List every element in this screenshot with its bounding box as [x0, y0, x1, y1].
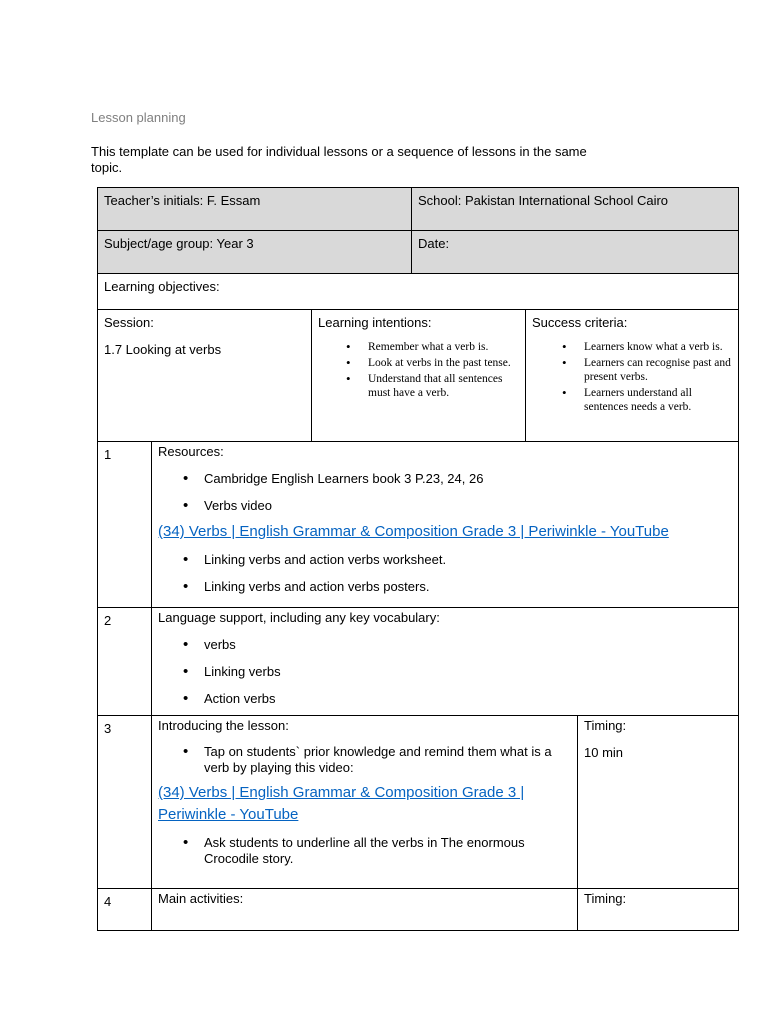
row-4-number — [97, 888, 152, 931]
resources-label: Resources: — [158, 444, 224, 459]
intro-text: This template can be used for individual lessons or a sequence of lessons in the same topic. — [91, 144, 587, 175]
teacher-initials: Teacher’s initials: F. Essam — [104, 193, 261, 208]
introducing-label: Introducing the lesson: — [158, 718, 289, 733]
list-item: • Ask students to underline all the verbs in The enormous Crocodile story. — [158, 835, 571, 867]
list-item: • Cambridge English Learners book 3 P.23, 24, 26 — [158, 471, 732, 487]
row-number: 1 — [104, 447, 112, 462]
date-cell — [411, 230, 739, 274]
criteria-cell — [525, 309, 739, 442]
row-number: 4 — [104, 894, 112, 909]
list-item: • Tap on students` prior knowledge and remind them what is a verb by playing this video: — [158, 744, 571, 776]
list-item: • Remember what a verb is. — [318, 340, 519, 354]
list-item: • Verbs video — [158, 498, 732, 514]
timing-label: Timing: — [584, 891, 627, 906]
criteria-list — [532, 340, 732, 414]
page-heading: Lesson planning — [91, 110, 186, 125]
school-cell — [411, 187, 739, 231]
objectives-label: Learning objectives: — [104, 279, 220, 294]
main-activities-label: Main activities: — [158, 891, 244, 906]
list-item: • Look at verbs in the past tense. — [318, 356, 519, 370]
objectives-cell — [97, 273, 739, 310]
row-3-number — [97, 715, 152, 889]
row-4-content — [151, 888, 578, 931]
session-cell — [97, 309, 312, 442]
list-item: • Action verbs — [158, 691, 732, 707]
subject-cell — [97, 230, 412, 274]
list-item: • Learners understand all sentences needs a verb. — [532, 386, 732, 414]
list-item: • verbs — [158, 637, 732, 653]
list-item: • Linking verbs — [158, 664, 732, 680]
row-3-content — [151, 715, 578, 889]
row-1-number — [97, 441, 152, 608]
row-2-content — [151, 607, 739, 716]
intentions-list — [318, 340, 519, 400]
session-title: 1.7 Looking at verbs — [104, 342, 222, 357]
row-number: 2 — [104, 613, 112, 628]
list-item: • Learners know what a verb is. — [532, 340, 732, 354]
introducing-list-2 — [158, 835, 571, 867]
session-label: Session: — [104, 315, 154, 330]
list-item: • Understand that all sentences must have a verb. — [318, 372, 519, 400]
resources-list — [158, 471, 732, 514]
row-1-content — [151, 441, 739, 608]
list-item: • Linking verbs and action verbs posters. — [158, 579, 732, 595]
timing-label: Timing: — [584, 718, 627, 733]
intentions-label: Learning intentions: — [318, 315, 432, 330]
school-name: School: Pakistan International School Cairo — [418, 193, 669, 208]
language-support-label: Language support, including any key vocabulary: — [158, 610, 440, 625]
date-label: Date: — [418, 236, 450, 251]
teacher-cell — [97, 187, 412, 231]
youtube-link[interactable]: (34) Verbs | English Grammar & Composition Grade 3 | Periwinkle - YouTube — [158, 784, 525, 823]
introducing-list — [158, 744, 571, 776]
row-4-timing — [577, 888, 739, 931]
subject-age-group: Subject/age group: Year 3 — [104, 236, 254, 251]
intentions-cell — [311, 309, 526, 442]
row-2-number — [97, 607, 152, 716]
youtube-link[interactable]: (34) Verbs | English Grammar & Composition Grade 3 | Periwinkle - YouTube — [158, 523, 669, 540]
row-number: 3 — [104, 721, 112, 736]
criteria-label: Success criteria: — [532, 315, 628, 330]
list-item: • Learners can recognise past and present verbs. — [532, 356, 732, 384]
timing-value: 10 min — [584, 745, 624, 760]
list-item: • Linking verbs and action verbs worksheet. — [158, 552, 732, 568]
resources-list-2 — [158, 552, 732, 595]
row-3-timing — [577, 715, 739, 889]
vocabulary-list — [158, 637, 732, 707]
